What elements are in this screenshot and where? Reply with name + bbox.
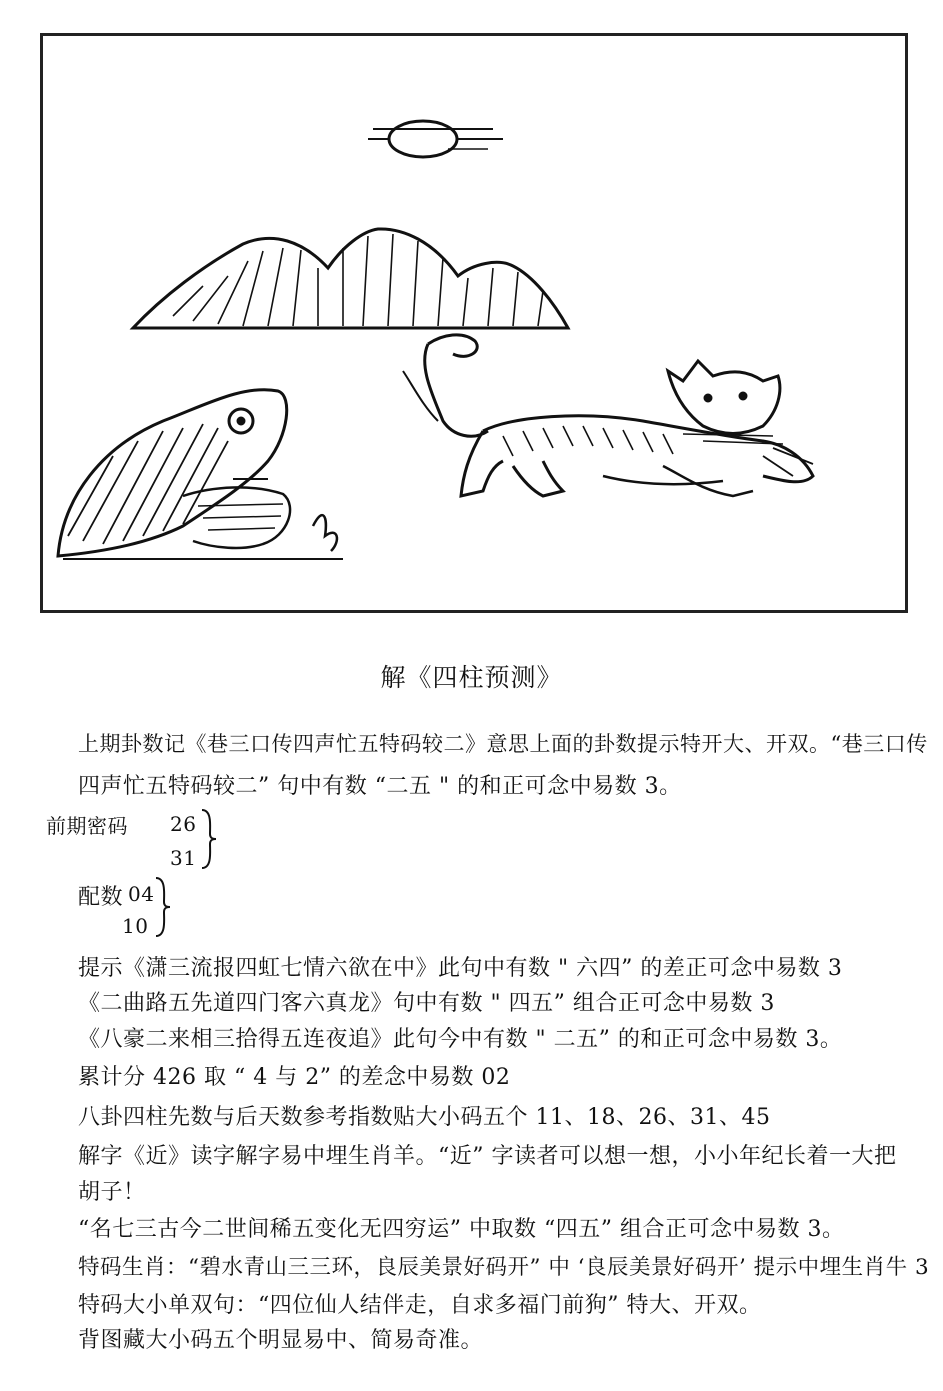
prev-code-brace	[198, 808, 218, 870]
sun-icon	[368, 121, 503, 157]
cat-illustration	[403, 335, 813, 496]
hint-6-line-1: 解字《近》读字解字易中埋生肖羊。“近” 字读者可以想一想，小小年纪长着一大把	[78, 1144, 897, 1169]
mountains-illustration	[133, 229, 568, 328]
hint-4: 累计分 426 取 “ 4 与 2” 的差念中易数 02	[78, 1065, 511, 1090]
hint-3: 《八豪二来相三拾得五连夜追》此句今中有数 " 二五” 的和正可念中易数 3。	[78, 1027, 843, 1052]
hint-9: 特码大小单双句：“四位仙人结伴走，自求多福门前狗” 特大、开双。	[78, 1293, 762, 1318]
hint-8: 特码生肖：“碧水青山三三环，良辰美景好码开” 中 ‘良辰美景好码开’ 提示中埋生肖牛 3	[78, 1255, 930, 1280]
hint-2: 《二曲路五先道四门客六真龙》句中有数 " 四五” 组合正可念中易数 3	[78, 991, 775, 1016]
hint-1: 提示《潇三流报四虹七情六欲在中》此句中有数 " 六四” 的差正可念中易数 3	[78, 956, 843, 981]
hint-10: 背图藏大小码五个明显易中、简易奇准。	[78, 1328, 484, 1353]
prev-code-value-2: 31	[170, 846, 197, 870]
fish-illustration	[58, 390, 343, 559]
illustration-frame	[40, 33, 908, 613]
paragraph-1-line-2: 四声忙五特码较二” 句中有数 “二五 " 的和正可念中易数 3。	[78, 774, 682, 799]
hint-5: 八卦四柱先数与后天数参考指数贴大小码五个 11、18、26、31、45	[78, 1105, 771, 1130]
hint-6-line-2: 胡子！	[78, 1180, 146, 1205]
pair-label: 配数	[78, 885, 124, 910]
prev-code-label: 前期密码	[46, 814, 128, 838]
prev-code-value-1: 26	[170, 812, 197, 836]
paragraph-1-line-1: 上期卦数记《巷三口传四声忙五特码较二》意思上面的卦数提示特开大、开双。“巷三口传	[78, 732, 928, 756]
pair-value-2: 10	[122, 914, 149, 938]
page-title: 解《四柱预测》	[380, 663, 563, 692]
hint-7: “名七三古今二世间稀五变化无四穷运” 中取数 “四五” 组合正可念中易数 3。	[78, 1217, 845, 1242]
pair-value-1: 04	[128, 882, 155, 906]
pair-brace	[152, 876, 172, 938]
illustration	[43, 36, 905, 610]
